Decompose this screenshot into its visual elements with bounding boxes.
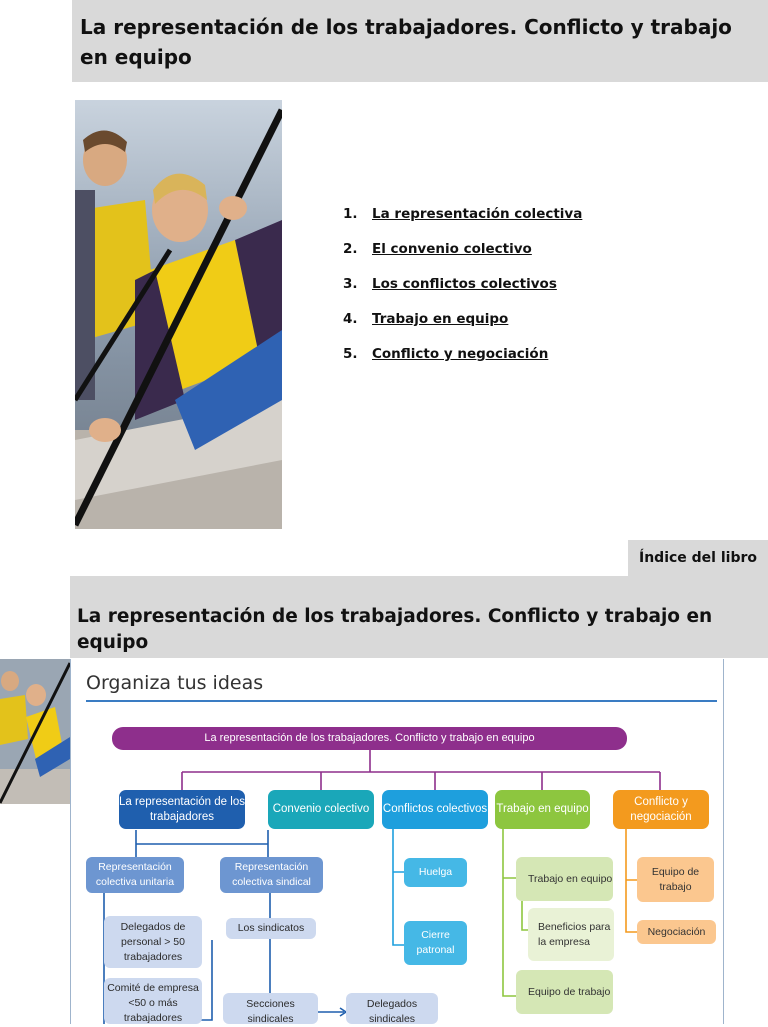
toc-link[interactable]: Trabajo en equipo — [372, 311, 509, 327]
toc-link[interactable]: Los conflictos colectivos — [372, 276, 557, 292]
toc-item[interactable]: 4. Trabajo en equipo — [343, 311, 582, 346]
mindmap-root: La representación de los trabajadores. Conflicto y trabajo en equipo — [112, 727, 627, 750]
node-conflictos: Conflictos colectivos — [382, 790, 488, 829]
node-sindical: Representación colectiva sindical — [220, 857, 323, 893]
node-comite: Comité de empresa <50 o más trabajadores — [104, 978, 202, 1024]
node-negociacion-leaf: Negociación — [637, 920, 716, 944]
node-convenio: Convenio colectivo — [268, 790, 374, 829]
node-huelga: Huelga — [404, 858, 467, 887]
node-delegados-personal: Delegados de personal > 50 trabajadores — [104, 916, 202, 968]
index-button[interactable]: Índice del libro — [628, 540, 768, 576]
organiza-heading: Organiza tus ideas — [86, 672, 264, 694]
slide2-title: La representación de los trabajadores. Conflicto y trabajo en equipo — [77, 606, 713, 653]
node-sindicatos: Los sindicatos — [226, 918, 316, 939]
node-beneficios: Beneficios para la empresa — [528, 908, 614, 961]
node-unitaria: Representación colectiva unitaria — [86, 857, 184, 893]
toc-item[interactable]: 2. El convenio colectivo — [343, 241, 582, 276]
toc-link[interactable]: La representación colectiva — [372, 206, 583, 222]
node-negociacion: Conflicto y negociación — [613, 790, 709, 829]
node-equipo-de-trabajo-neg: Equipo de trabajo — [637, 857, 714, 902]
node-cierre: Cierre patronal — [404, 921, 467, 965]
toc-link[interactable]: El convenio colectivo — [372, 241, 532, 257]
toc-item[interactable]: 3. Los conflictos colectivos — [343, 276, 582, 311]
node-secciones: Secciones sindicales — [223, 993, 318, 1024]
node-delegados-sindicales: Delegados sindicales — [346, 993, 438, 1024]
node-equipo-de-trabajo: Equipo de trabajo — [516, 970, 613, 1014]
node-trabajo-en-equipo: Trabajo en equipo — [516, 857, 613, 901]
toc-link[interactable]: Conflicto y negociación — [372, 346, 549, 362]
node-representacion: La representación de los trabajadores — [119, 790, 245, 829]
node-trabajo: Trabajo en equipo — [495, 790, 590, 829]
toc-item[interactable]: 1. La representación colectiva — [343, 206, 582, 241]
toc-item[interactable]: 5. Conflicto y negociación — [343, 346, 582, 381]
slide1-title: La representación de los trabajadores. Conflicto y trabajo en equipo — [80, 15, 732, 69]
